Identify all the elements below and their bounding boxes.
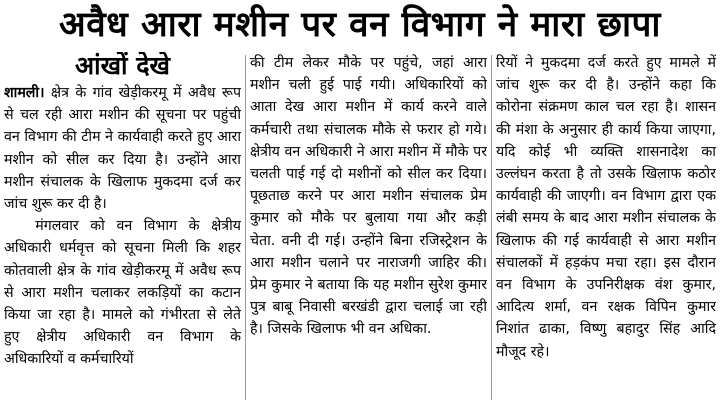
dateline: शामली। <box>4 85 45 101</box>
headline: अवैध आरा मशीन पर वन विभाग ने मारा छापा <box>59 5 661 45</box>
column1-paragraph-1 <box>4 82 241 215</box>
column2-paragraph-1: की टीम लेकर मौके पर पहुंचे, जहां आरा मशीन चली हुई पाई गयी। अधिकारियों को आता देख आरा मशीन में कार्य करने वाले कर्मचारी तथा संचालक मौके से फरार हो गये। क्षेत्रीय वन अधिकारी ने आरा मशीन में मौके पर चलती पाई गई दो मशीनों को सील कर दिया। पूछताछ करने पर आरा मशीन संचालक प्रेम कुमार को मौके पर बुलाया गया और कड़ी चेता. वनी दी गई। उन्होंने बिना रजिस्ट्रेशन के आरा मशीन चलाने पर नाराजगी जाहिर की। प्रेम कुमार ने बताया कि यह मशीन सुरेश कुमार पुत्र बाबू निवासी बरखंडी द्वारा चलाई जा रही है। जिसके खिलाफ भी वन अधिका. <box>250 55 487 338</box>
kicker-label: आंखों देखे <box>75 52 170 80</box>
column1-paragraph-1-text: क्षेत्र के गांव खेड़ीकरमू में अवैध रूप से चल रही आरा मशीन की सूचना पर पहुंची वन विभाग की टीम ने कार्यवाही करते हुए आरा मशीन को सील कर दिया है। उन्होंने आरा मशीन संचालक के खिलाफ मुकदमा दर्ज कर जांच शुरू कर दी है। <box>4 85 241 213</box>
article-column-1 <box>4 52 241 371</box>
column-divider <box>245 55 246 400</box>
column3-paragraph-1: रियों ने मुकदमा दर्ज करते हुए मामले में जांच शुरू कर दी है। उन्होंने कहा कि कोरोना संक्रमण काल चल रहा है। शासन की मंशा के अनुसार ही कार्य किया जाएगा, यदि कोई भी व्यक्ति शासनादेश का उल्लंघन करता है तो उसके खिलाफ कठोर कार्यवाही की जाएगी। वन विभाग द्वारा एक लंबी समय के बाद आरा मशीन संचालक के खिलाफ की गई कार्यवाही से आरा मशीन संचालकों में हड़कंप मचा रहा। इस दौरान वन विभाग के उपनिरीक्षक वंश कुमार, आदित्य शर्मा, वन रक्षक विपिन कुमार निशांत ढाका, विष्णु बहादुर सिंह आदि मौजूद रहे। <box>496 55 716 360</box>
article-column-2 <box>250 52 487 341</box>
column-divider <box>491 55 492 400</box>
column1-paragraph-2: मंगलवार को वन विभाग के क्षेत्रीय अधिकारी धर्मवृत्त को सूचना मिली कि शहर कोतवाली क्षेत्र के गांव खेड़ीकरमू में अवैध रूप से आरा मशीन चलाकर लकड़ियों का कटान किया जा रहा है। मामले को गंभीरता से लेते हुए क्षेत्रीय अधिकारी वन विभाग के अधिकारियों व कर्मचारियों <box>4 218 241 368</box>
article-column-3 <box>496 52 716 363</box>
